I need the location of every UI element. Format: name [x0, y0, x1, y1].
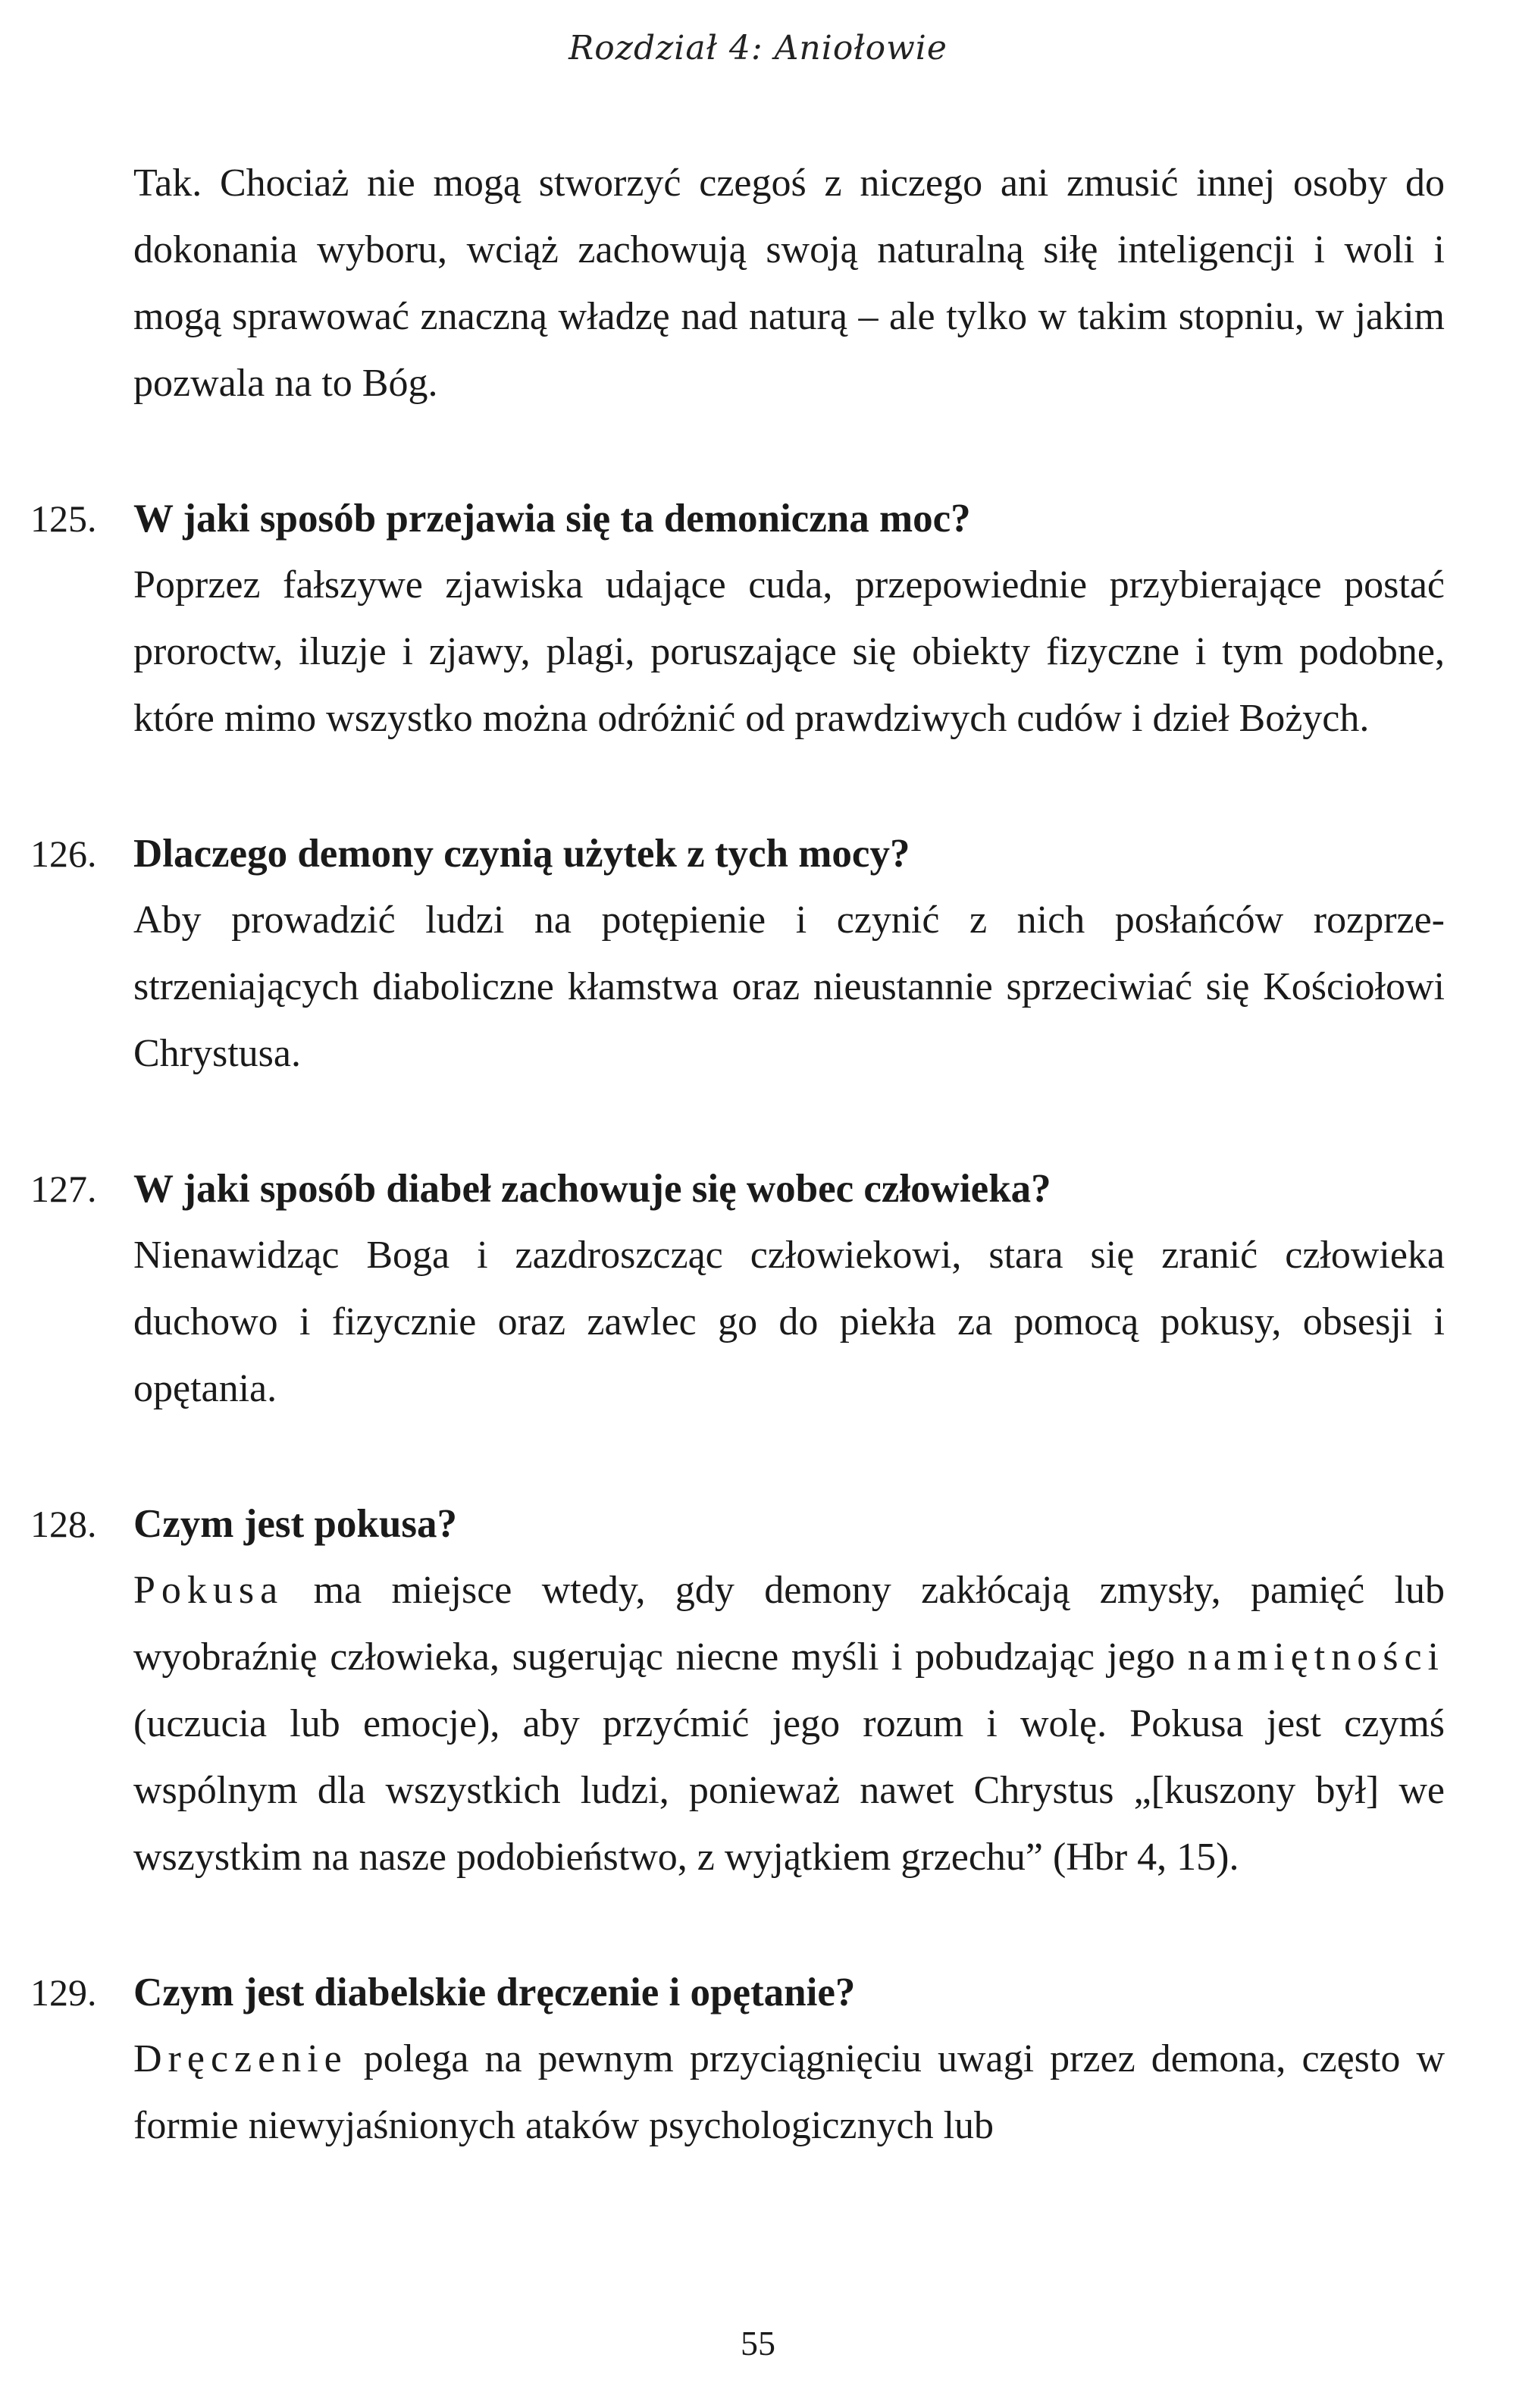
qa-item-127 — [30, 1155, 1445, 1422]
question-text: W jaki sposób diabeł zachowuje się wobec człowieka? — [133, 1167, 1051, 1211]
question-number: 125. — [30, 497, 97, 540]
answer-part: polega na pewnym przyciągnięciu uwagi przez demona, często w formie niewyjaśnionych ataków psychologicznych lub — [133, 2037, 1445, 2147]
page-number: 55 — [741, 2324, 775, 2363]
question-text: W jaki sposób przejawia się ta demoniczna moc? — [133, 497, 971, 541]
question-number: 127. — [30, 1168, 97, 1210]
question-number: 129. — [30, 1971, 97, 2014]
answer-term: Dręczenie — [133, 2037, 348, 2080]
question — [30, 1491, 1445, 1557]
question — [30, 1959, 1445, 2026]
answer-term: namiętności — [1187, 1635, 1445, 1679]
intro-answer: Tak. Chociaż nie mogą stworzyć czegoś z niczego ani zmusić innej osoby do dokonania wyboru, wciąż zachowują swoją naturalną siłę inteligencji i woli i mogą sprawować znaczną władzę nad naturą – ale tylko w takim stopniu, w jakim pozwala na to Bóg. — [133, 161, 1445, 405]
answer-text — [133, 2026, 1445, 2159]
answer-text: Nienawidząc Boga i zazdroszcząc człowiekowi, stara się zranić człowieka duchowo i fizycznie oraz zawlec go do piekła za pomocą pokusy, obsesji i opętania. — [133, 1234, 1445, 1410]
qa-item-125 — [30, 485, 1445, 752]
question — [30, 485, 1445, 552]
page-content — [30, 150, 1445, 2159]
question — [30, 820, 1445, 887]
running-head: Rozdział 4: Aniołowie — [568, 29, 948, 67]
question — [30, 1155, 1445, 1222]
question-number: 126. — [30, 832, 97, 875]
answer-part: (uczucia lub emocje), aby przyćmić jego rozum i wolę. Pokusa jest czymś wspólnym dla wszystkich ludzi, ponieważ nawet Chrystus „[kuszony był] we wszystkim na nasze podobieństwo, z wyjątkiem grzechu” (Hbr 4, 15). — [133, 1702, 1445, 1879]
qa-item-126 — [30, 820, 1445, 1087]
answer-text — [133, 1557, 1445, 1891]
question-text: Dlaczego demony czynią użytek z tych mocy? — [133, 832, 910, 876]
qa-item-128 — [30, 1491, 1445, 1891]
qa-item-129 — [30, 1959, 1445, 2159]
question-text: Czym jest diabelskie dręczenie i opętanie? — [133, 1971, 856, 2015]
answer-text: Aby prowadzić ludzi na potępienie i czynić z nich posłańców rozprzestrzeniających diaboliczne kłamstwa oraz nieustannie sprzeciwiać się Kościołowi Chrystusa. — [133, 898, 1445, 1075]
answer-part: ma miejsce wtedy, gdy demony zakłócają zmysły, pamięć lub wyobraźnię człowieka, sugerując niecne myśli i pobudzając jego — [133, 1569, 1445, 1679]
answer-term: Pokusa — [133, 1569, 284, 1612]
question-number: 128. — [30, 1503, 97, 1545]
answer-text: Poprzez fałszywe zjawiska udające cuda, przepowiednie przybierające postać proroctw, iluzje i zjawy, plagi, poruszające się obiekty fizyczne i tym podobne, które mimo wszystko można odróżnić od prawdziwych cudów i dzieł Bożych. — [133, 563, 1445, 740]
question-text: Czym jest pokusa? — [133, 1502, 457, 1546]
